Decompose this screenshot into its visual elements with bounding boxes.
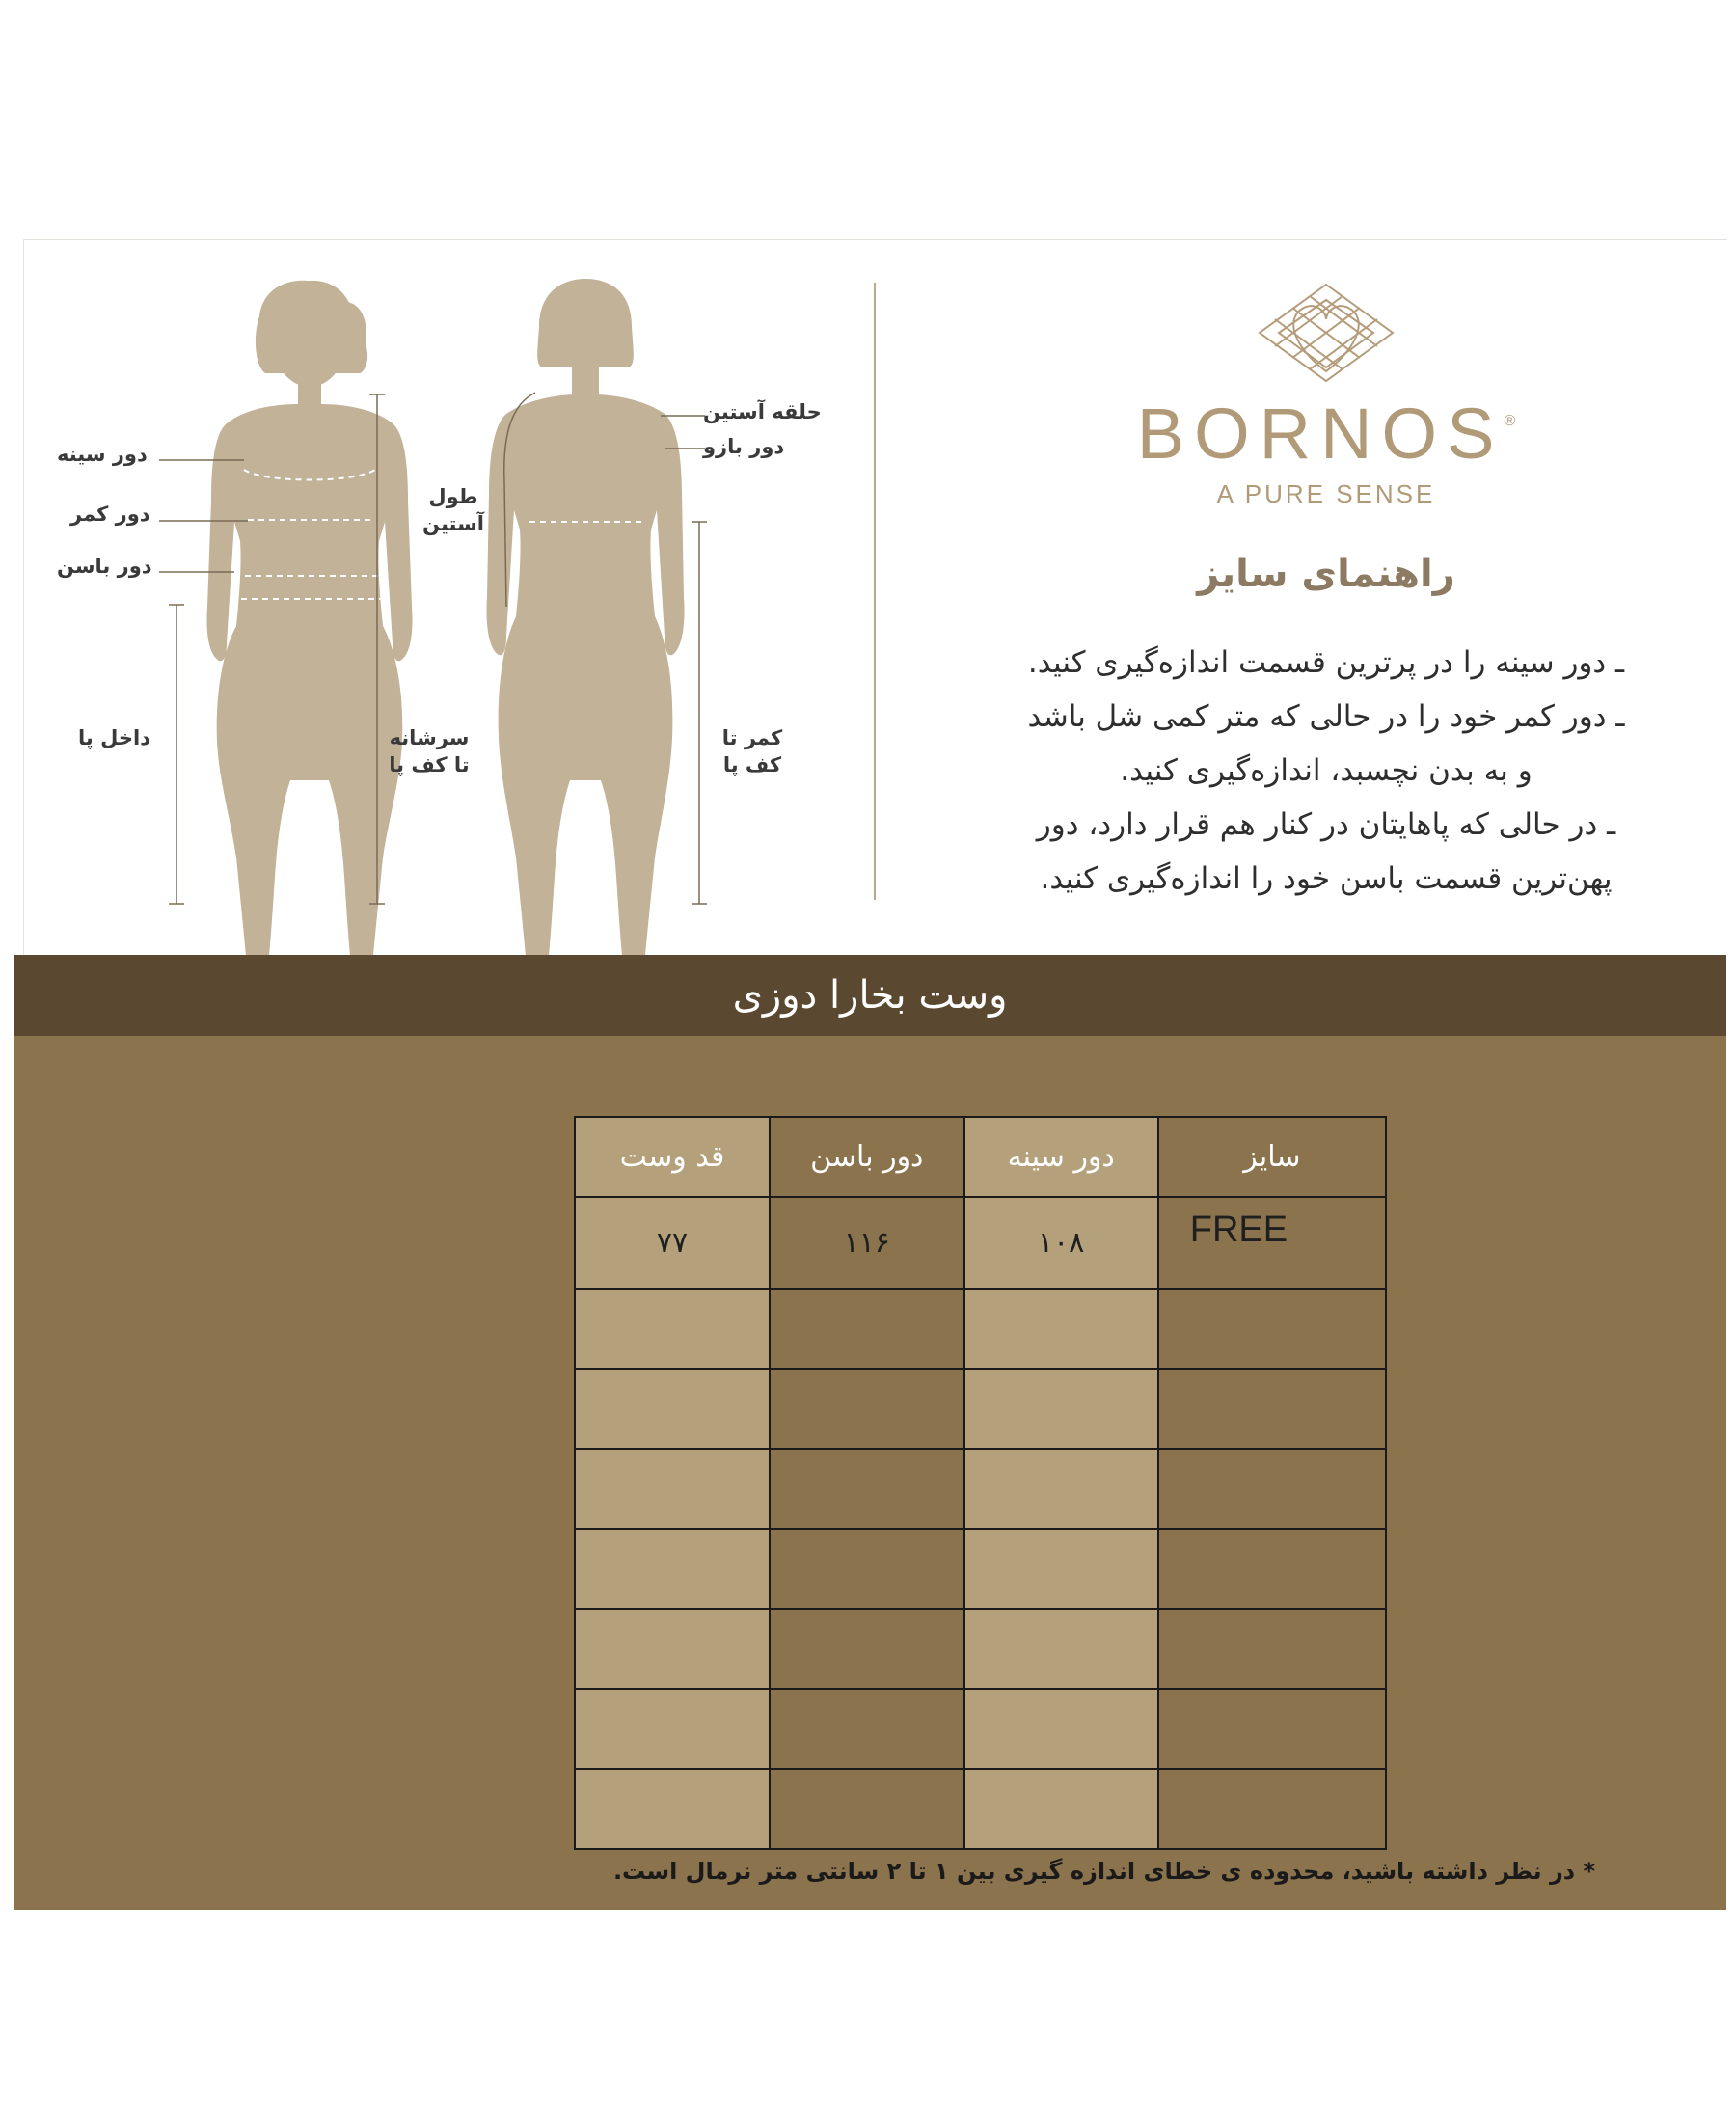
measurement-tolerance-note: * در نظر داشته باشید، محدوده ی خطای اندازه گیری بین ۱ تا ۲ سانتی متر نرمال است.	[612, 1858, 1595, 1885]
brand-name: BORNOS®	[1136, 394, 1516, 474]
table-row	[575, 1609, 1386, 1689]
cell-size	[1158, 1289, 1386, 1369]
cell-vest-length: ۷۷	[575, 1197, 770, 1289]
cell-size	[1158, 1609, 1386, 1689]
cell-hip	[770, 1449, 964, 1529]
cell-hip	[770, 1609, 964, 1689]
label-chest: دور سینه	[57, 443, 148, 466]
cell-hip	[770, 1369, 964, 1449]
cell-hip	[770, 1769, 964, 1849]
label-waist-to-floor: کمر تا کف پا	[721, 726, 783, 776]
table-row	[575, 1449, 1386, 1529]
cell-vest-length	[575, 1369, 770, 1449]
cell-vest-length	[575, 1609, 770, 1689]
brand-logo-icon	[1254, 279, 1398, 385]
label-waist: دور کمر	[70, 503, 150, 526]
header-hip: دور باسن	[770, 1117, 964, 1197]
cell-hip: ۱۱۶	[770, 1197, 964, 1289]
cell-size	[1158, 1689, 1386, 1769]
cell-chest	[964, 1769, 1158, 1849]
brand-tagline: A PURE SENSE	[1216, 479, 1436, 508]
table-row	[575, 1769, 1386, 1849]
cell-chest: ۱۰۸	[964, 1197, 1158, 1289]
header-chest: دور سینه	[964, 1117, 1158, 1197]
cell-hip	[770, 1689, 964, 1769]
guide-line: و به بدن نچسبد، اندازه‌گیری کنید.	[1120, 753, 1533, 788]
cell-chest	[964, 1369, 1158, 1449]
cell-chest	[964, 1689, 1158, 1769]
body-silhouettes-illustration	[24, 240, 892, 956]
label-sleeve-length: طول آستین	[422, 485, 484, 535]
cell-vest-length	[575, 1689, 770, 1769]
cell-size	[1158, 1449, 1386, 1529]
cell-vest-length	[575, 1769, 770, 1849]
label-arm: دور بازو	[703, 435, 785, 458]
table-row	[575, 1529, 1386, 1609]
size-table-panel	[14, 1036, 1726, 1910]
cell-hip	[770, 1529, 964, 1609]
cell-vest-length	[575, 1529, 770, 1609]
cell-size	[1158, 1529, 1386, 1609]
cell-vest-length	[575, 1289, 770, 1369]
label-hip: دور باسن	[57, 555, 152, 578]
cell-chest	[964, 1609, 1158, 1689]
front-figure	[207, 281, 413, 956]
product-title-banner	[14, 955, 1726, 1036]
label-inseam: داخل پا	[78, 726, 150, 749]
size-guide-instructions	[950, 636, 1702, 906]
table-header-row	[575, 1117, 1386, 1197]
table-row	[575, 1289, 1386, 1369]
guide-line: ـ در حالی که پاهایتان در کنار هم قرار دارد، دور	[1036, 807, 1616, 842]
table-row	[575, 1689, 1386, 1769]
cell-vest-length	[575, 1449, 770, 1529]
cell-chest	[964, 1529, 1158, 1609]
table-row	[575, 1369, 1386, 1449]
cell-size	[1158, 1769, 1386, 1849]
cell-hip	[770, 1289, 964, 1369]
cell-chest	[964, 1289, 1158, 1369]
header-vest-length: قد وست	[575, 1117, 770, 1197]
label-armhole: حلقه آستین	[703, 400, 822, 423]
cell-size: FREE	[1158, 1197, 1386, 1289]
cell-size	[1158, 1369, 1386, 1449]
size-guide-title: راهنمای سایز	[1197, 552, 1455, 596]
back-figure	[487, 279, 685, 956]
guide-line: ـ دور سینه را در پرترین قسمت اندازه‌گیری کنید.	[1027, 645, 1625, 680]
size-guide-card	[23, 239, 1727, 956]
product-title: وست بخارا دوزی	[732, 973, 1008, 1018]
brand-block	[989, 279, 1664, 509]
label-shoulder-to-floor: سرشانه تا کف پا	[389, 726, 470, 776]
guide-line: ـ دور کمر خود را در حالی که متر کمی شل باشد	[1027, 699, 1625, 734]
table-row	[575, 1197, 1386, 1289]
body-measurement-figures	[24, 240, 892, 956]
size-table	[574, 1116, 1387, 1850]
cell-chest	[964, 1449, 1158, 1529]
vertical-divider	[874, 283, 876, 900]
guide-line: پهن‌ترین قسمت باسن خود را اندازه‌گیری کنید.	[1040, 861, 1613, 896]
header-size: سایز	[1158, 1117, 1386, 1197]
